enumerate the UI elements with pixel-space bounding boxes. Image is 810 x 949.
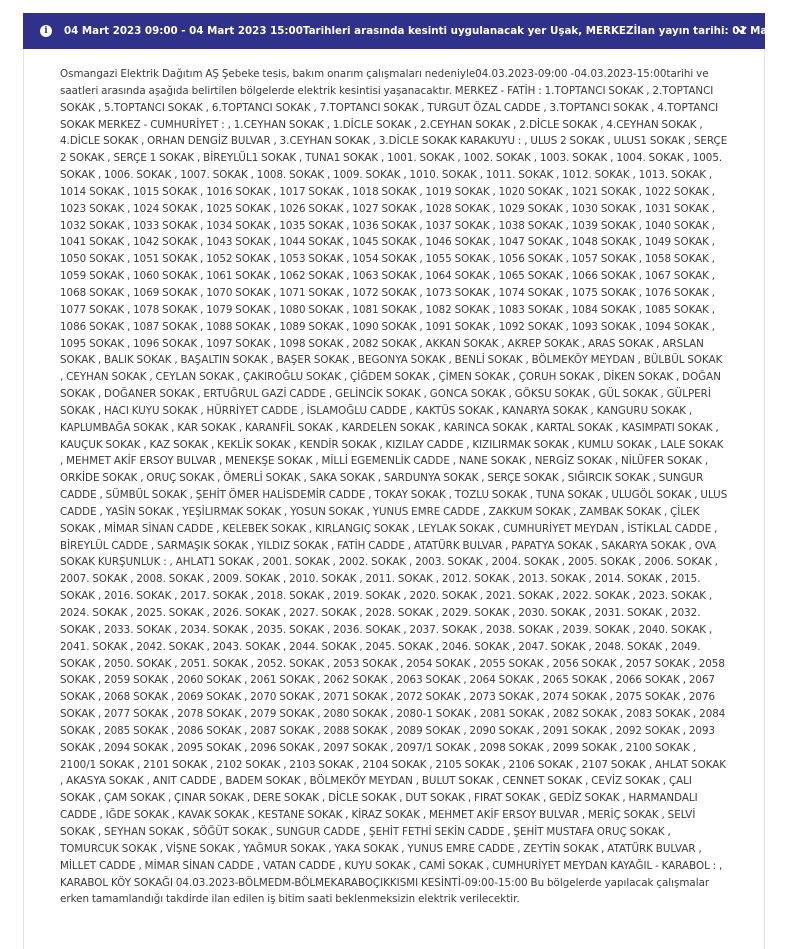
outage-date-range: 04 Mart 2023 09:00 - 04 Mart 2023 15:00	[64, 25, 303, 37]
info-icon: i	[40, 25, 52, 37]
chevron-down-icon[interactable]	[735, 25, 747, 35]
publish-date: İlan yayın tarihi: 01 Mart 2023	[633, 25, 810, 37]
outage-location: Tarihleri arasında kesinti uygulanacak yer Uşak, MERKEZ	[302, 25, 634, 37]
outage-notice-header[interactable]	[23, 13, 810, 49]
outage-notice-body: Osmangazi Elektrik Dağıtım AŞ Şebeke tesis, bakım onarım çalışmaları nedeniyle04.03.2023-09:00 -04.03.2023-15:00tarihi ve saatleri arasında aşağıda belirtilen bölgelerde elektrik kesintisi yaşanacaktır. MERKEZ - FATİH : 1.TOPTANCI SOKAK , 2.TOPTANCI SOKAK , 5.TOPTANCI SOKAK , 6.TOPTANCI SOKAK , 7.TOPTANCI SOKAK , TURGUT ÖZAL CADDE , 3.TOPTANCI SOKAK , 4.TOPTANCI SOKAK MERKEZ - CUMHURİYET : , 1.CEYHAN SOKAK , 1.DİCLE SOKAK , 2.CEYHAN SOKAK , 2.DİCLE SOKAK , 4.CEYHAN SOKAK , 4.DİCLE SOKAK , ORHAN DENGİZ BULVAR , 3.CEYHAN SOKAK , 3.DİCLE SOKAK KARAKUYU : , ULUS 2 SOKAK , ULUS1 SOKAK , SERÇE 2 SOKAK , SERÇE 1 SOKAK , BİREYLÜL1 SOKAK , TUNA1 SOKAK , 1001. SOKAK , 1002. SOKAK , 1003. SOKAK , 1004. SOKAK , 1005. SOKAK , 1006. SOKAK , 1007. SOKAK , 1008. SOKAK , 1009. SOKAK , 1010. SOKAK , 1011. SOKAK , 1012. SOKAK , 1013. SOKAK , 1014 SOKAK , 1015 SOKAK , 1016 SOKAK , 1017 SOKAK , 1018 SOKAK , 1019 SOKAK , 1020 SOKAK , 1021 SOKAK , 1022 SOKAK , 1023 SOKAK , 1024 SOKAK , 1025 SOKAK , 1026 SOKAK , 1027 SOKAK , 1028 SOKAK , 1029 SOKAK , 1030 SOKAK , 1031 SOKAK , 1032 SOKAK , 1033 SOKAK , 1034 SOKAK , 1035 SOKAK , 1036 SOKAK , 1037 SOKAK , 1038 SOKAK , 1039 SOKAK , 1040 SOKAK , 1041 SOKAK , 1042 SOKAK , 1043 SOKAK , 1044 SOKAK , 1045 SOKAK , 1046 SOKAK , 1047 SOKAK , 1048 SOKAK , 1049 SOKAK , 1050 SOKAK , 1051 SOKAK , 1052 SOKAK , 1053 SOKAK , 1054 SOKAK , 1055 SOKAK , 1056 SOKAK , 1057 SOKAK , 1058 SOKAK , 1059 SOKAK , 1060 SOKAK , 1061 SOKAK , 1062 SOKAK , 1063 SOKAK , 1064 SOKAK , 1065 SOKAK , 1066 SOKAK , 1067 SOKAK , 1068 SOKAK , 1069 SOKAK , 1070 SOKAK , 1071 SOKAK , 1072 SOKAK , 1073 SOKAK , 1074 SOKAK , 1075 SOKAK , 1076 SOKAK , 1077 SOKAK , 1078 SOKAK , 1079 SOKAK , 1080 SOKAK , 1081 SOKAK , 1082 SOKAK , 1083 SOKAK , 1084 SOKAK , 1085 SOKAK , 1086 SOKAK , 1087 SOKAK , 1088 SOKAK , 1089 SOKAK , 1090 SOKAK , 1091 SOKAK , 1092 SOKAK , 1093 SOKAK , 1094 SOKAK , 1095 SOKAK , 1096 SOKAK , 1097 SOKAK , 1098 SOKAK , 2082 SOKAK , AKKAN SOKAK , AKREP SOKAK , ARAS SOKAK , ARSLAN SOKAK , BALIK SOKAK , BAŞALTIN SOKAK , BAŞER SOKAK , BEGONYA SOKAK , BENLİ SOKAK , BÖLMEKÖY MEYDAN , BÜLBÜL SOKAK , CEYHAN SOKAK , CEYLAN SOKAK , ÇAKIROĞLU SOKAK , ÇİĞDEM SOKAK , ÇİMEN SOKAK , ÇORUH SOKAK , DİKEN SOKAK , DOĞAN SOKAK , DOĞANER SOKAK , ERTUĞRUL GAZİ CADDE , GELİNCİK SOKAK , GONCA SOKAK , GÖKSU SOKAK , GÜL SOKAK , GÜLPERİ SOKAK , HACI KUYU SOKAK , HÜRRİYET CADDE , İSLAMOĞLU CADDE , KAKTÜS SOKAK , KANARYA SOKAK , KANGURU SOKAK , KAPLUMBAĞA SOKAK , KAR SOKAK , KARANFİL SOKAK , KARDELEN SOKAK , KARINCA SOKAK , KARTAL SOKAK , KASIMPATI SOKAK , KAUÇUK SOKAK , KAZ SOKAK , KEKLİK SOKAK , KENDİR SOKAK , KIZILAY CADDE , KIZILIRMAK SOKAK , KUMLU SOKAK , LALE SOKAK , MEHMET AKİF ERSOY BULVAR , MENEKŞE SOKAK , MİLLİ EGEMENLİK CADDE , NANE SOKAK , NERGİZ SOKAK , NİLÜFER SOKAK , ORKİDE SOKAK , ORUÇ SOKAK , ÖMERLİ SOKAK , SAKA SOKAK , SARDUNYA SOKAK , SERÇE SOKAK , SIĞIRCIK SOKAK , SUNGUR CADDE , SÜMBÜL SOKAK , ŞEHİT ÖMER HALİSDEMİR CADDE , TOKAY SOKAK , TOZLU SOKAK , TUNA SOKAK , ULUGÖL SOKAK , ULUS CADDE , YASİN SOKAK , YEŞİLIRMAK SOKAK , YOSUN SOKAK , YUNUS EMRE CADDE , ZAKKUM SOKAK , ZAMBAK SOKAK , ÇİLEK SOKAK , MİMAR SİNAN CADDE , KELEBEK SOKAK , KIRLANGIÇ SOKAK , LEYLAK SOKAK , CUMHURİYET MEYDAN , İSTİKLAL CADDE , BİREYLÜL CADDE , SARMAŞIK SOKAK , YILDIZ SOKAK , FATİH CADDE , ATATÜRK BULVAR , PAPATYA SOKAK , SAKARYA SOKAK , OVA SOKAK KURŞUNLUK : , AHLAT1 SOKAK , 2001. SOKAK , 2002. SOKAK , 2003. SOKAK , 2004. SOKAK , 2005. SOKAK , 2006. SOKAK , 2007. SOKAK , 2008. SOKAK , 2009. SOKAK , 2010. SOKAK , 2011. SOKAK , 2012. SOKAK , 2013. SOKAK , 2014. SOKAK , 2015. SOKAK , 2016. SOKAK , 2017. SOKAK , 2018. SOKAK , 2019. SOKAK , 2020. SOKAK , 2021. SOKAK , 2022. SOKAK , 2023. SOKAK , 2024. SOKAK , 2025. SOKAK , 2026. SOKAK , 2027. SOKAK , 2028. SOKAK , 2029. SOKAK , 2030. SOKAK , 2031. SOKAK , 2032. SOKAK , 2033. SOKAK , 2034. SOKAK , 2035. SOKAK , 2036. SOKAK , 2037. SOKAK , 2038. SOKAK , 2039. SOKAK , 2040. SOKAK , 2041. SOKAK , 2042. SOKAK , 2043. SOKAK , 2044. SOKAK , 2045. SOKAK , 2046. SOKAK , 2047. SOKAK , 2048. SOKAK , 2049. SOKAK , 2050. SOKAK , 2051. SOKAK , 2052. SOKAK , 2053 SOKAK , 2054 SOKAK , 2055 SOKAK , 2056 SOKAK , 2057 SOKAK , 2058 SOKAK , 2059 SOKAK , 2060 SOKAK , 2061 SOKAK , 2062 SOKAK , 2063 SOKAK , 2064 SOKAK , 2065 SOKAK , 2066 SOKAK , 2067 SOKAK , 2068 SOKAK , 2069 SOKAK , 2070 SOKAK , 2071 SOKAK , 2072 SOKAK , 2073 SOKAK , 2074 SOKAK , 2075 SOKAK , 2076 SOKAK , 2077 SOKAK , 2078 SOKAK , 2079 SOKAK , 2080 SOKAK , 2080-1 SOKAK , 2081 SOKAK , 2082 SOKAK , 2083 SOKAK , 2084 SOKAK , 2085 SOKAK , 2086 SOKAK , 2087 SOKAK , 2088 SOKAK , 2089 SOKAK , 2090 SOKAK , 2091 SOKAK , 2092 SOKAK , 2093 SOKAK , 2094 SOKAK , 2095 SOKAK , 2096 SOKAK , 2097 SOKAK , 2097/1 SOKAK , 2098 SOKAK , 2099 SOKAK , 2100 SOKAK , 2100/1 SOKAK , 2101 SOKAK , 2102 SOKAK , 2103 SOKAK , 2104 SOKAK , 2105 SOKAK , 2106 SOKAK , 2107 SOKAK , AHLAT SOKAK , AKASYA SOKAK , ANIT CADDE , BADEM SOKAK , BÖLMEKÖY MEYDAN , BULUT SOKAK , CENNET SOKAK , CEVİZ SOKAK , ÇALI SOKAK , ÇAM SOKAK , ÇINAR SOKAK , DERE SOKAK , DİCLE SOKAK , DUT SOKAK , FIRAT SOKAK , GEDİZ SOKAK , HARMANDALI CADDE , IĞDE SOKAK , KAVAK SOKAK , KESTANE SOKAK , KİRAZ SOKAK , MEHMET AKİF ERSOY BULVAR , MERİÇ SOKAK , SELVİ SOKAK , SEYHAN SOKAK , SÖĞÜT SOKAK , SUNGUR CADDE , ŞEHİT FETHİ SEKİN CADDE , ŞEHİT MUSTAFA ORUÇ SOKAK , TOMURCUK SOKAK , VİŞNE SOKAK , YAĞMUR SOKAK , YAKA SOKAK , YUNUS EMRE CADDE , ZEYTİN SOKAK , ATATÜRK BULVAR , MİLLET CADDE , MİMAR SİNAN CADDE , VATAN CADDE , KUYU SOKAK , CAMİ SOKAK , CUMHURİYET MEYDAN KAYAĞIL - KARABOL : , KARABOL KÖY SOKAĞI 04.03.2023-BÖLMEDM-BÖLMEKARABOÇIKKISMI KESİNTİ-09:00-15:00 Bu bölgelerde yapılacak çalışmalar erken tamamlandığı takdirde ilan edilen iş bitim saati beklenmeksizin elektrik verilecektir.	[60, 68, 728, 906]
